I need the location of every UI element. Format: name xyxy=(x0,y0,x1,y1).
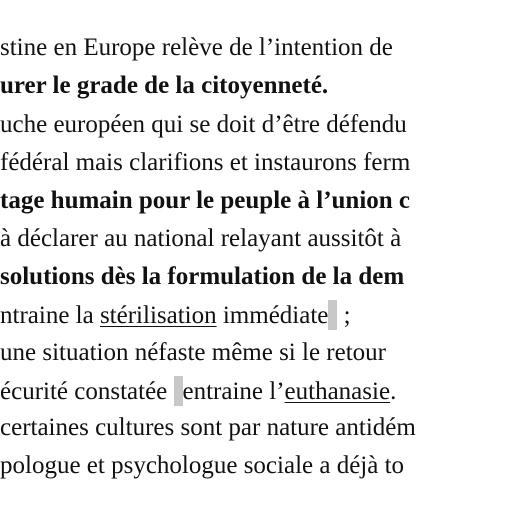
text-fragment: immédiate xyxy=(216,302,329,329)
text-line: à déclarer au national relayant aussitôt à xyxy=(0,225,402,252)
text-line: pologue et psychologue sociale a déjà to xyxy=(0,452,405,479)
text-fragment: ntraine la xyxy=(0,302,100,329)
text-line: stine en Europe relève de l’intention de xyxy=(0,34,393,61)
text-line: fédéral mais clarifions et instaurons ferm xyxy=(0,149,411,176)
underlined-word-euthanasie[interactable]: euthanasie xyxy=(284,378,391,405)
underlined-word-sterilisation[interactable]: stérilisation xyxy=(99,302,217,329)
text-line: une situation néfaste même si le retour xyxy=(0,339,386,366)
bold-text-line: solutions dès la formulation de la dem xyxy=(0,263,405,290)
text-line: certaines cultures sont par nature antidém xyxy=(0,414,416,441)
text-line-with-cursor xyxy=(0,376,396,407)
text-fragment: entraine l’ xyxy=(182,378,285,405)
text-fragment: ; xyxy=(337,302,351,329)
text-cursor-highlight xyxy=(174,376,183,406)
bold-text-line: tage humain pour le peuple à l’union c xyxy=(0,187,411,214)
text-fragment: écurité constatée xyxy=(0,378,168,405)
text-fragment: . xyxy=(390,378,397,405)
bold-text-line: urer le grade de la citoyenneté. xyxy=(0,72,329,99)
text-line-with-cursor xyxy=(0,300,351,331)
text-line: uche européen qui se doit d’être défendu xyxy=(0,111,407,138)
